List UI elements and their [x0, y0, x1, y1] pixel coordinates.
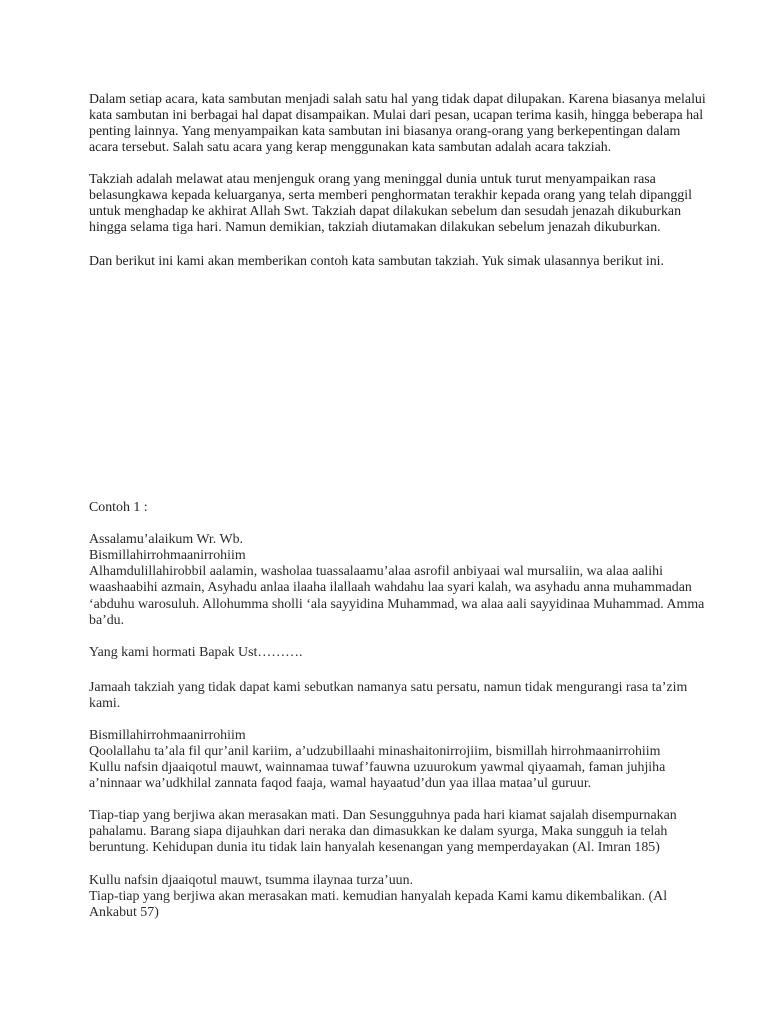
intro-paragraph-1-line: kata sambutan ini berbagai hal dapat disampaikan. Mulai dari pesan, ucapan terima kasih, hingga beberapa hal: [89, 108, 704, 123]
intro-paragraph-2-line: hingga selama tiga hari. Namun demikian, takziah diutamakan dilakukan sebelum jenazah dikuburkan.: [89, 220, 661, 235]
translation-line: pahalamu. Barang siapa dijauhkan dari neraka dan dimasukkan ke dalam syurga, Maka sungguh ia telah: [89, 824, 668, 839]
intro-paragraph-2-line: untuk menghadap ke akhirat Allah Swt. Takziah dapat dilakukan sebelum dan sesudah jenazah dikuburkan: [89, 204, 682, 219]
opening-line: Alhamdulillahirobbil aalamin, washolaa tuassalaamu’alaa asrofil anbiyaai wal mursaliin, wa alaa aalihi: [89, 564, 663, 579]
opening-line: Bismillahirrohmaanirrohiim: [89, 548, 246, 563]
greeting-line: Yang kami hormati Bapak Ust……….: [89, 645, 303, 660]
verse-2-line: Kullu nafsin djaaiqotul mauwt, tsumma ilaynaa turza’uun.: [89, 873, 414, 888]
opening-line: Assalamu’alaikum Wr. Wb.: [89, 532, 244, 547]
verse-line: Qoolallahu ta’ala fil qur’anil kariim, a’udzubillaahi minashaitonirrojiim, bismillah hirrohmaanirrohiim: [89, 744, 661, 759]
greeting-line: kami.: [89, 696, 121, 711]
intro-paragraph-1-line: penting lainnya. Yang menyampaikan kata sambutan ini biasanya orang-orang yang berkepentingan dalam: [89, 124, 681, 139]
intro-paragraph-2-line: Takziah adalah melawat atau menjenguk orang yang meninggal dunia untuk turut menyampaikan rasa: [89, 172, 656, 187]
greeting-line: Jamaah takziah yang tidak dapat kami sebutkan namanya satu persatu, namun tidak mengurangi rasa ta’zim: [89, 680, 688, 695]
translation-line: Tiap-tiap yang berjiwa akan merasakan mati. Dan Sesungguhnya pada hari kiamat sajalah disempurnakan: [89, 808, 677, 823]
opening-line: ‘abduhu warosuluh. Allohumma sholli ‘ala sayyidina Muhammad, wa alaa aali sayyidinaa Muhammad. Amma: [89, 597, 705, 612]
intro-paragraph-3-line: Dan berikut ini kami akan memberikan contoh kata sambutan takziah. Yuk simak ulasannya berikut ini.: [89, 254, 665, 269]
verse-2-line: Tiap-tiap yang berjiwa akan merasakan mati. kemudian hanyalah kepada Kami kamu dikembalikan. (Al: [89, 889, 668, 904]
verse-line: Kullu nafsin djaaiqotul mauwt, wainnamaa tuwaf’fauwna uzuurokum yawmal qiyaamah, faman juhjiha: [89, 760, 666, 775]
opening-line: waashaabihi azmain, Asyhadu anlaa ilaaha ilallaah wahdahu laa syari kalah, wa asyhadu anna muhammadan: [89, 580, 692, 595]
verse-line: a’ninnaar wa’udkhilal zannata faqod faaja, wamal hayaatud’dun yaa illaa mataa’ul guruur.: [89, 776, 592, 791]
example-heading: Contoh 1 :: [89, 500, 148, 515]
translation-line: beruntung. Kehidupan dunia itu tidak lain hanyalah kesenangan yang memperdayakan (Al. Imran 185): [89, 840, 660, 855]
intro-paragraph-1-line: acara tersebut. Salah satu acara yang kerap menggunakan kata sambutan adalah acara takziah.: [89, 140, 612, 155]
intro-paragraph-2-line: belasungkawa kepada keluarganya, serta memberi penghormatan terakhir kepada orang yang telah dipanggil: [89, 188, 692, 203]
intro-paragraph-1-line: Dalam setiap acara, kata sambutan menjadi salah satu hal yang tidak dapat dilupakan. Karena biasanya melalui: [89, 92, 706, 107]
verse-2-line: Ankabut 57): [89, 905, 159, 920]
verse-line: Bismillahirrohmaanirrohiim: [89, 728, 246, 743]
opening-line: ba’du.: [89, 613, 125, 628]
